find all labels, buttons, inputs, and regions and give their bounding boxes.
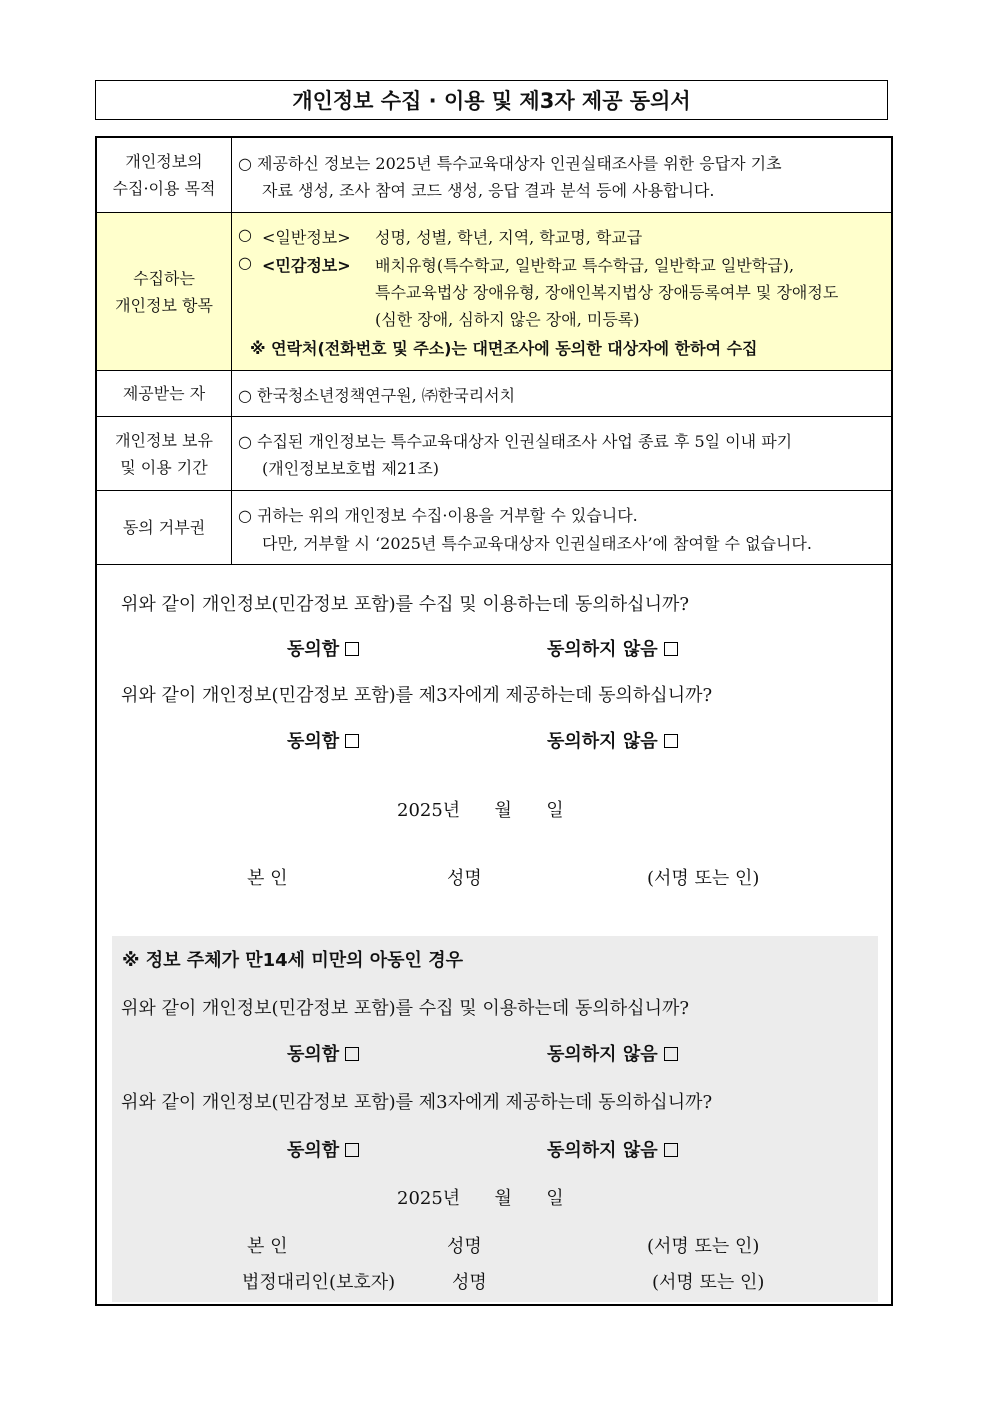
self-name-label: 성명 bbox=[447, 868, 482, 889]
retention-content bbox=[232, 417, 891, 490]
minor-section bbox=[112, 936, 878, 1302]
items-label-line-1: 수집하는 bbox=[133, 268, 195, 288]
items-label bbox=[97, 213, 232, 370]
purpose-line-1: ○ 제공하신 정보는 2025년 특수교육대상자 인권실태조사를 위한 응답자 기초 bbox=[238, 154, 782, 173]
third-party-disagree-checkbox[interactable] bbox=[664, 734, 678, 748]
minor-self-signature-label: (서명 또는 인) bbox=[647, 1236, 760, 1257]
guardian-label: 법정대리인(보호자) bbox=[242, 1272, 396, 1293]
refusal-line-2: 다만, 거부할 시 ‘2025년 특수교육대상자 인권실태조사’에 참여할 수 없습니다. bbox=[262, 534, 812, 553]
minor-self-label: 본 인 bbox=[247, 1236, 288, 1257]
minor-section-header: ※ 정보 주체가 만14세 미만의 아동인 경우 bbox=[122, 950, 463, 971]
items-label-line-2: 개인정보 항목 bbox=[115, 295, 213, 315]
consent-date: 2025년 월 일 bbox=[397, 800, 564, 821]
collect-agree-option[interactable] bbox=[287, 635, 359, 661]
guardian-signature-label: (서명 또는 인) bbox=[652, 1272, 765, 1293]
minor-third-party-disagree-checkbox[interactable] bbox=[664, 1143, 678, 1157]
third-party-disagree-label: 동의하지 않음 bbox=[547, 731, 658, 752]
retention-label bbox=[97, 417, 232, 490]
sensitive-info-line-1: 배치유형(특수학교, 일반학교 특수학급, 일반학교 일반학급), bbox=[375, 256, 795, 275]
minor-third-party-agree-option[interactable] bbox=[287, 1136, 359, 1162]
retention-label-line-1: 개인정보 보유 bbox=[115, 430, 213, 450]
refusal-line-1: ○ 귀하는 위의 개인정보 수집·이용을 거부할 수 있습니다. bbox=[238, 506, 638, 525]
contact-collection-note: ※ 연락처(전화번호 및 주소)는 대면조사에 동의한 대상자에 한하여 수집 bbox=[250, 339, 758, 358]
retention-row bbox=[97, 417, 891, 491]
recipient-row bbox=[97, 371, 891, 417]
minor-third-party-disagree-option[interactable] bbox=[547, 1136, 678, 1162]
minor-collect-agree-checkbox[interactable] bbox=[345, 1047, 359, 1061]
third-party-agree-checkbox[interactable] bbox=[345, 734, 359, 748]
self-label: 본 인 bbox=[247, 868, 288, 889]
recipient-label-text: 제공받는 자 bbox=[122, 384, 206, 403]
consent-question-collect: 위와 같이 개인정보(민감정보 포함)를 수집 및 이용하는데 동의하십니까? bbox=[121, 594, 689, 615]
sensitive-info-tag: <민감정보> bbox=[262, 256, 351, 275]
minor-collect-agree-label: 동의함 bbox=[287, 1044, 340, 1065]
retention-label-line-2: 및 이용 기간 bbox=[120, 457, 208, 477]
refusal-label-text: 동의 거부권 bbox=[122, 518, 206, 537]
recipient-text: ○ 한국청소년정책연구원, ㈜한국리서치 bbox=[238, 386, 516, 405]
guardian-name-label: 성명 bbox=[452, 1272, 487, 1293]
collect-agree-checkbox[interactable] bbox=[345, 642, 359, 656]
general-info-text: 성명, 성별, 학년, 지역, 학교명, 학교급 bbox=[375, 228, 643, 247]
purpose-label-line-1: 개인정보의 bbox=[125, 152, 203, 171]
third-party-agree-label: 동의함 bbox=[287, 731, 340, 752]
minor-question-collect: 위와 같이 개인정보(민감정보 포함)를 수집 및 이용하는데 동의하십니까? bbox=[121, 998, 689, 1019]
items-content bbox=[232, 213, 891, 370]
collect-disagree-checkbox[interactable] bbox=[664, 642, 678, 656]
sensitive-info-line-3: (심한 장애, 심하지 않은 장애, 미등록) bbox=[375, 310, 640, 329]
third-party-agree-option[interactable] bbox=[287, 727, 359, 753]
recipient-label bbox=[97, 371, 232, 416]
purpose-label-line-2: 수집·이용 목적 bbox=[112, 179, 216, 198]
refusal-label bbox=[97, 491, 232, 564]
sensitive-info-line-2: 특수교육법상 장애유형, 장애인복지법상 장애등록여부 및 장애정도 bbox=[375, 283, 839, 302]
retention-line-2: (개인정보보호법 제21조) bbox=[262, 459, 440, 478]
minor-collect-agree-option[interactable] bbox=[287, 1040, 359, 1066]
self-signature-label: (서명 또는 인) bbox=[647, 868, 760, 889]
general-info-bullet: ○ bbox=[238, 225, 252, 244]
general-info-tag: <일반정보> bbox=[262, 228, 351, 247]
minor-third-party-agree-label: 동의함 bbox=[287, 1140, 340, 1161]
purpose-content bbox=[232, 138, 891, 212]
recipient-content bbox=[232, 371, 891, 416]
minor-collect-disagree-option[interactable] bbox=[547, 1040, 678, 1066]
minor-third-party-agree-checkbox[interactable] bbox=[345, 1143, 359, 1157]
refusal-content bbox=[232, 491, 891, 564]
minor-self-name-label: 성명 bbox=[447, 1236, 482, 1257]
retention-line-1: ○ 수집된 개인정보는 특수교육대상자 인권실태조사 사업 종료 후 5일 이내 파기 bbox=[238, 432, 793, 451]
minor-collect-disagree-label: 동의하지 않음 bbox=[547, 1044, 658, 1065]
minor-question-third-party: 위와 같이 개인정보(민감정보 포함)를 제3자에게 제공하는데 동의하십니까? bbox=[121, 1092, 713, 1113]
minor-third-party-disagree-label: 동의하지 않음 bbox=[547, 1140, 658, 1161]
minor-collect-disagree-checkbox[interactable] bbox=[664, 1047, 678, 1061]
consent-question-third-party: 위와 같이 개인정보(민감정보 포함)를 제3자에게 제공하는데 동의하십니까? bbox=[121, 685, 713, 706]
purpose-line-2: 자료 생성, 조사 참여 코드 생성, 응답 결과 분석 등에 사용합니다. bbox=[262, 181, 715, 200]
consent-form bbox=[95, 136, 893, 1306]
collect-disagree-option[interactable] bbox=[547, 635, 678, 661]
document-title: 개인정보 수집 · 이용 및 제3자 제공 동의서 bbox=[95, 80, 888, 120]
refusal-row bbox=[97, 491, 891, 565]
purpose-row bbox=[97, 138, 891, 213]
collect-disagree-label: 동의하지 않음 bbox=[547, 639, 658, 660]
minor-date: 2025년 월 일 bbox=[397, 1188, 564, 1209]
collect-agree-label: 동의함 bbox=[287, 639, 340, 660]
items-row bbox=[97, 213, 891, 371]
third-party-disagree-option[interactable] bbox=[547, 727, 678, 753]
purpose-label bbox=[97, 138, 232, 212]
sensitive-info-bullet: ○ bbox=[238, 253, 252, 272]
